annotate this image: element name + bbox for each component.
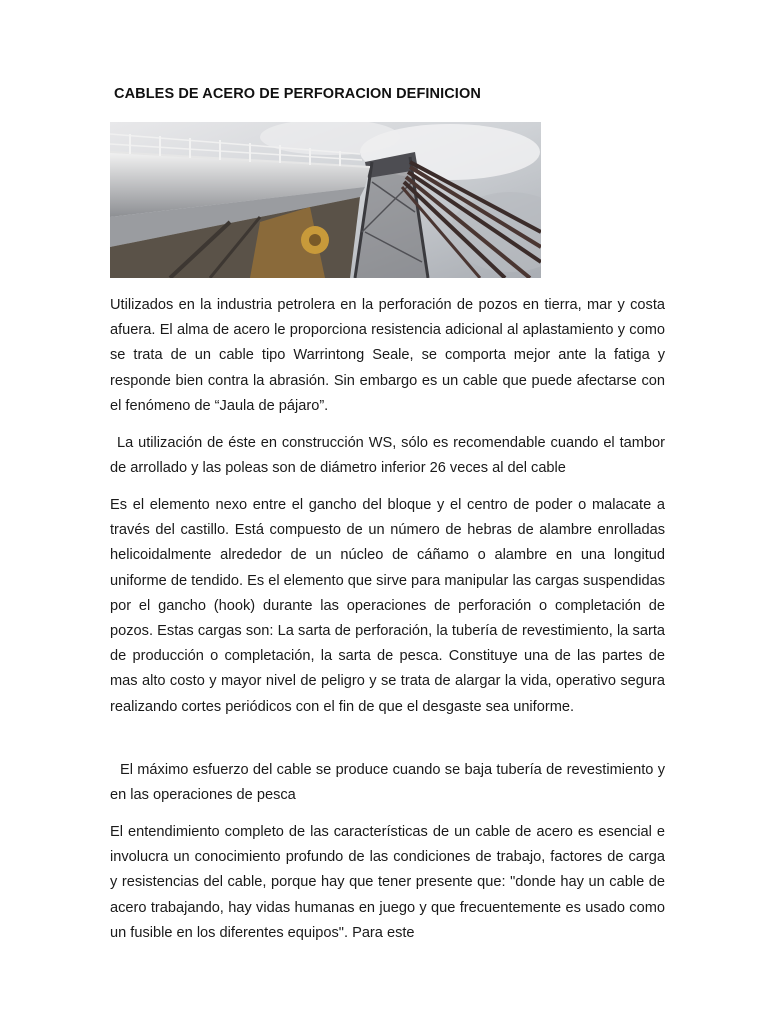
drilling-rig-photo [110, 122, 541, 278]
paragraph [110, 431, 665, 481]
paragraph-text: El entendimiento completo de las características de un cable de acero es esencial e involucra un conocimiento profundo de las condiciones de trabajo, factores de carga y resistencias del cable, porque hay que tener presente que: "donde hay un cable de acero trabajando, hay vidas humanas en juego y que frecuentemente es usado como un fusible en los diferentes equipos". Para este [110, 824, 665, 941]
paragraph [110, 493, 665, 720]
document-title: CABLES DE ACERO DE PERFORACION DEFINICION [114, 86, 481, 102]
paragraph [110, 820, 665, 946]
paragraph [110, 293, 665, 419]
paragraph-text: El máximo esfuerzo del cable se produce cuando se baja tubería de revestimiento y en las operaciones de pesca [110, 762, 665, 804]
paragraph-text: La utilización de éste en construcción WS, sólo es recomendable cuando el tambor de arrollado y las poleas son de diámetro inferior 26 veces al del cable [110, 435, 665, 477]
paragraph [110, 758, 665, 808]
paragraph-text: Utilizados en la industria petrolera en la perforación de pozos en tierra, mar y costa afuera. El alma de acero le proporciona resistencia adicional al aplastamiento y como se trata de un cable tipo Warrintong Seale, se comporta mejor ante la fatiga y responde bien contra la abrasión. Sin embargo es un cable que puede afectarse con el fenómeno de “Jaula de pájaro”. [110, 297, 665, 414]
paragraph-text: Es el elemento nexo entre el gancho del bloque y el centro de poder o malacate a través del castillo. Está compuesto de un número de hebras de alambre enrolladas helicoidalmente alrededor de un núcleo de cáñamo o alambre en una longitud uniforme de tendido. Es el elemento que sirve para manipular las cargas suspendidas por el gancho (hook) durante las operaciones de perforación o completación de pozos. Estas cargas son: La sarta de perforación, la tubería de revestimiento, la sarta de producción o completación, la sarta de pesca. Constituye una de las partes de mas alto costo y mayor nivel de peligro y se trata de alargar la vida, operativo segura realizando cortes periódicos con el fin de que el desgaste sea uniforme. [110, 497, 665, 715]
